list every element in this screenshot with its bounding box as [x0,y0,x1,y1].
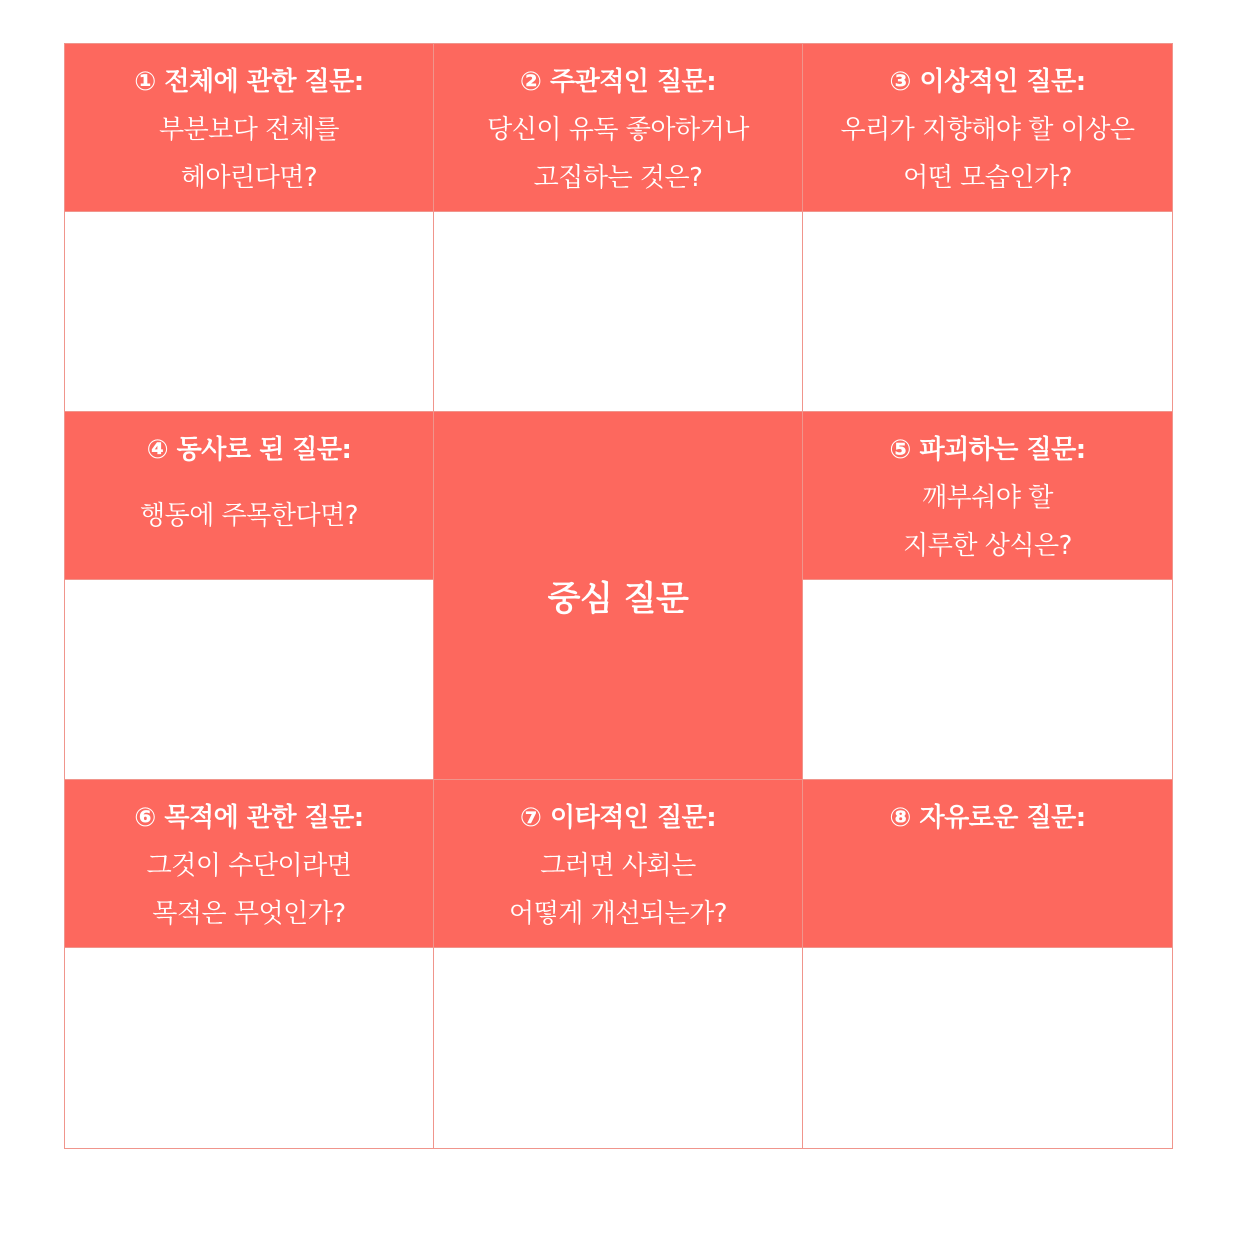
question-title-5: ⑤ 파괴하는 질문: [889,435,1086,465]
question-title-4: ④ 동사로 된 질문: [146,435,352,465]
question-line-3-2: 어떤 모습인가? [903,163,1072,193]
question-line-5-2: 지루한 상식은? [903,531,1072,561]
question-header-3 [803,44,1172,212]
answer-area-5[interactable] [803,580,1172,779]
question-cell-3 [803,44,1172,412]
question-cell-1 [65,44,434,412]
question-line-1-2: 헤아린다면? [180,163,318,193]
question-header-5 [803,412,1172,580]
question-line-5-1: 깨부숴야 할 [922,483,1053,513]
answer-area-2[interactable] [434,212,802,411]
answer-area-8[interactable] [803,948,1172,1147]
question-header-2 [434,44,802,212]
question-header-8 [803,780,1172,948]
question-header-4 [65,412,433,580]
question-cell-5 [803,412,1172,780]
question-header-6 [65,780,433,948]
question-line-2-2: 고집하는 것은? [533,163,703,193]
question-line-6-1: 그것이 수단이라면 [146,851,352,881]
question-line-7-1: 그러면 사회는 [540,851,696,881]
answer-area-4[interactable] [65,580,433,779]
question-cell-7 [434,780,803,1148]
question-title-7: ⑦ 이타적인 질문: [519,803,717,833]
question-line-3-1: 우리가 지향해야 할 이상은 [840,115,1135,145]
answer-area-1[interactable] [65,212,433,411]
question-title-2: ② 주관적인 질문: [519,67,717,97]
question-title-3: ③ 이상적인 질문: [889,67,1086,97]
question-line-6-2: 목적은 무엇인가? [152,899,346,929]
question-title-8: ⑧ 자유로운 질문: [889,803,1086,833]
answer-area-7[interactable] [434,948,802,1147]
question-grid [64,43,1173,1149]
question-header-1 [65,44,433,212]
question-line-4-1: 행동에 주목한다면? [140,501,358,531]
question-line-2-1: 당신이 유독 좋아하거나 [487,115,749,145]
question-cell-6 [65,780,434,1148]
question-line-7-2: 어떻게 개선되는가? [509,899,727,929]
question-line-1-1: 부분보다 전체를 [158,115,340,145]
question-cell-4 [65,412,434,780]
question-cell-2 [434,44,803,412]
question-title-1: ① 전체에 관한 질문: [134,67,364,97]
question-title-6: ⑥ 목적에 관한 질문: [134,803,364,833]
question-cell-8 [803,780,1172,1148]
answer-area-3[interactable] [803,212,1172,411]
center-question-label: 중심 질문 [547,579,689,619]
question-header-7 [434,780,802,948]
center-question-cell[interactable] [434,412,803,780]
answer-area-6[interactable] [65,948,433,1147]
